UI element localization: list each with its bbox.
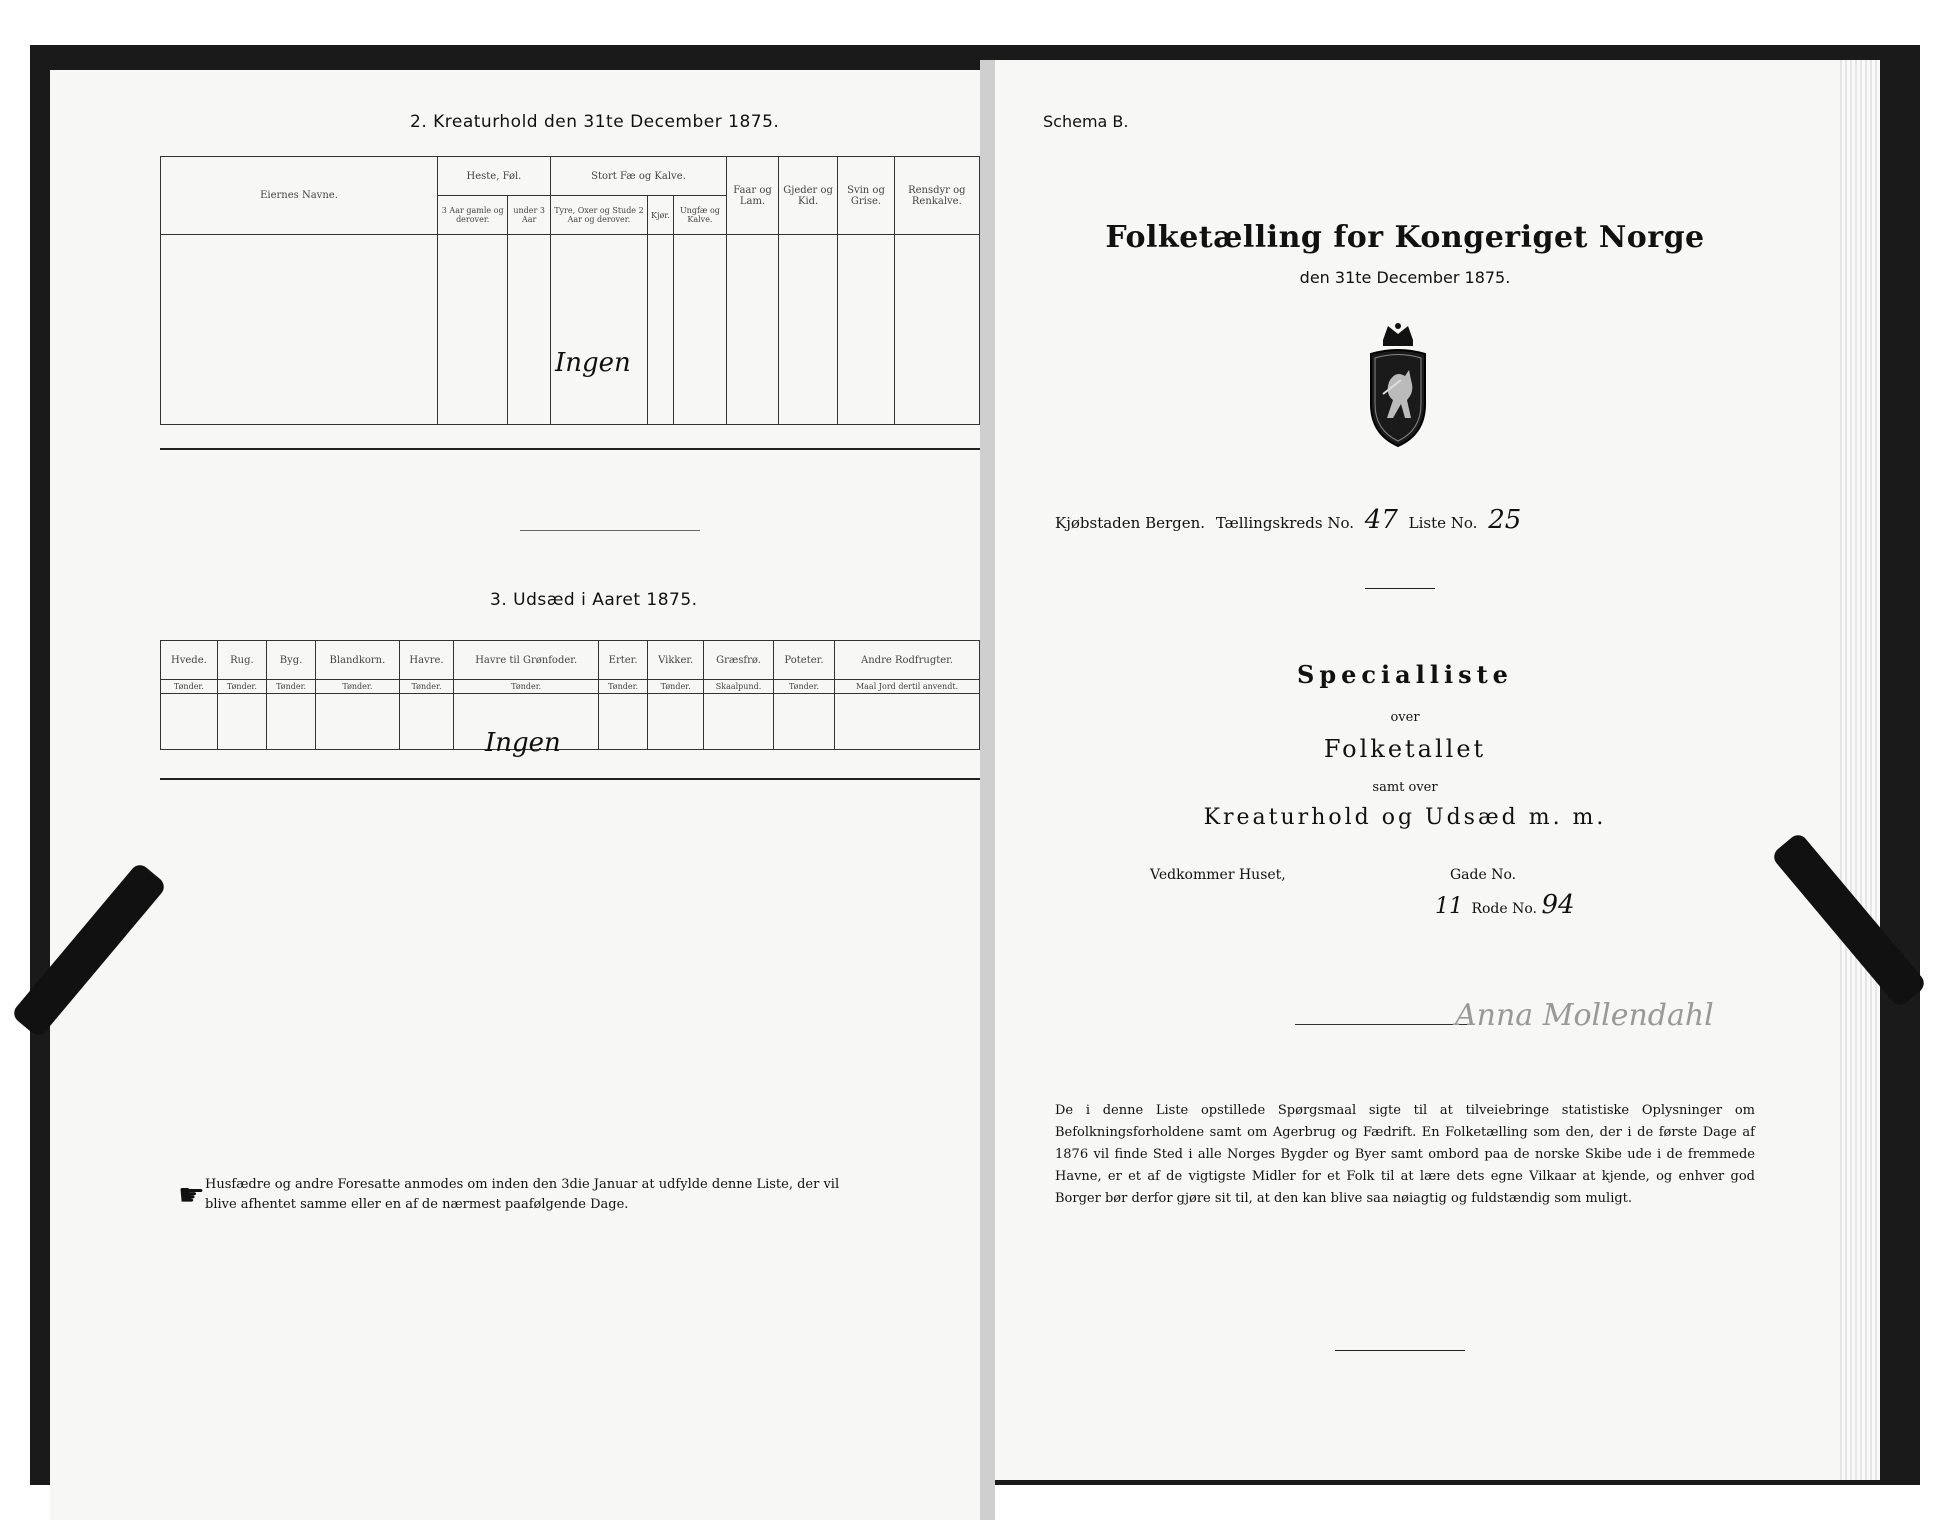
unit-vikker: Tønder. — [648, 680, 704, 694]
page-subtitle: den 31te December 1875. — [1299, 268, 1511, 287]
list-label: Liste No. — [1408, 514, 1478, 532]
section3-title: 3. Udsæd i Aaret 1875. — [490, 590, 698, 610]
list-value: 25 — [1488, 505, 1522, 535]
col-byg: Byg. — [267, 641, 316, 680]
seed-table — [160, 640, 980, 750]
district-label: Tællingskreds No. — [1215, 514, 1354, 532]
unit-graesfro: Skaalpund. — [704, 680, 774, 694]
signature-line — [1295, 1024, 1475, 1025]
schema-label: Schema B. — [1043, 112, 1129, 131]
col-owner-names: Eiernes Navne. — [161, 157, 438, 235]
city-label: Kjøbstaden Bergen. — [1055, 514, 1206, 532]
spec-folketallet: Folketallet — [1323, 735, 1487, 763]
col-vikker: Vikker. — [648, 641, 704, 680]
col-reindeer: Rensdyr og Renkalve. — [894, 157, 979, 235]
col-poteter: Poteter. — [773, 641, 834, 680]
col-horses: Heste, Føl. — [438, 157, 551, 196]
col-cattle-young: Ungfæ og Kalve. — [673, 196, 726, 235]
gade-label: Gade No. — [1450, 867, 1517, 883]
col-erter: Erter. — [599, 641, 648, 680]
col-horses-old: 3 Aar gamle og derover. — [438, 196, 508, 235]
col-cattle-oxen: Tyre, Oxer og Stude 2 Aar og derover. — [550, 196, 647, 235]
section3-signature: Ingen — [485, 728, 561, 758]
col-pigs: Svin og Grise. — [838, 157, 894, 235]
vedkommer-label: Vedkommer Huset, — [1150, 867, 1286, 883]
spec-title: Specialliste — [1297, 660, 1513, 689]
unit-byg: Tønder. — [267, 680, 316, 694]
divider — [1365, 588, 1435, 589]
col-blandkorn: Blandkorn. — [316, 641, 399, 680]
col-cattle: Stort Fæ og Kalve. — [550, 157, 726, 196]
section2-signature: Ingen — [555, 348, 631, 378]
unit-andre: Maal Jord dertil anvendt. — [835, 680, 980, 694]
section2-title: 2. Kreaturhold den 31te December 1875. — [410, 112, 780, 132]
col-havre-gronfoder: Havre til Grønfoder. — [454, 641, 599, 680]
pencil-signature: Anna Mollendahl — [1455, 998, 1714, 1033]
coat-of-arms-icon — [1353, 322, 1443, 452]
section2-rule — [160, 448, 980, 450]
spec-over: over — [1390, 710, 1420, 725]
unit-blandkorn: Tønder. — [316, 680, 399, 694]
page-title: Folketælling for Kongeriget Norge — [1105, 220, 1705, 255]
table-row — [161, 694, 980, 750]
col-cattle-cows: Kjør. — [648, 196, 674, 235]
col-graesfro: Græsfrø. — [704, 641, 774, 680]
divider — [1335, 1350, 1465, 1351]
district-value: 47 — [1364, 505, 1398, 535]
right-page — [995, 60, 1880, 1480]
rode-value: 94 — [1541, 890, 1575, 920]
rode-label: Rode No. — [1471, 901, 1538, 917]
livestock-table — [160, 156, 980, 425]
right-notice: De i denne Liste opstillede Spørgsmaal sigte til at tilveiebringe statistiske Oplysninger om Befolkningsforholdene samt om Agerbrug og Fædrift. En Folketælling som den, der i de første Dage af 1876 vil finde Sted i alle Norges Bygder og Byer samt ombord paa de norske Skibe ude i de fremmede Havne, er et af de vigtigste Midler for et Folk til at lære dets egne Vilkaar at kjende, og enhver god Borger bør derfor gjøre sit til, at den kan blive saa nøiagtig og fuldstændig som muligt. — [1055, 1103, 1755, 1206]
pointing-hand-icon: ☛ — [178, 1178, 205, 1213]
divider — [520, 530, 700, 531]
col-sheep: Faar og Lam. — [727, 157, 779, 235]
book-gutter — [980, 60, 995, 1520]
table-row — [161, 235, 980, 425]
spec-kreaturhold: Kreaturhold og Udsæd m. m. — [1203, 805, 1607, 830]
unit-havre: Tønder. — [399, 680, 454, 694]
unit-erter: Tønder. — [599, 680, 648, 694]
unit-rug: Tønder. — [217, 680, 266, 694]
left-page — [50, 70, 980, 1520]
section3-rule — [160, 778, 980, 780]
spec-samt-over: samt over — [1372, 780, 1438, 795]
col-rug: Rug. — [217, 641, 266, 680]
rode-line — [1435, 890, 1593, 920]
unit-poteter: Tønder. — [773, 680, 834, 694]
col-hvede: Hvede. — [161, 641, 218, 680]
district-line — [1055, 505, 1527, 535]
page-edges — [1840, 60, 1880, 1480]
rode-prefix: 11 — [1435, 894, 1463, 919]
left-notice: Husfædre og andre Foresatte anmodes om inden den 3die Januar at udfylde denne Liste, der vil blive afhentet samme eller en af de nærmest paafølgende Dage. — [205, 1177, 840, 1212]
col-horses-young: under 3 Aar — [508, 196, 550, 235]
col-andre: Andre Rodfrugter. — [835, 641, 980, 680]
unit-hvede: Tønder. — [161, 680, 218, 694]
col-havre: Havre. — [399, 641, 454, 680]
unit-havre-gronfoder: Tønder. — [454, 680, 599, 694]
col-goats: Gjeder og Kid. — [778, 157, 837, 235]
